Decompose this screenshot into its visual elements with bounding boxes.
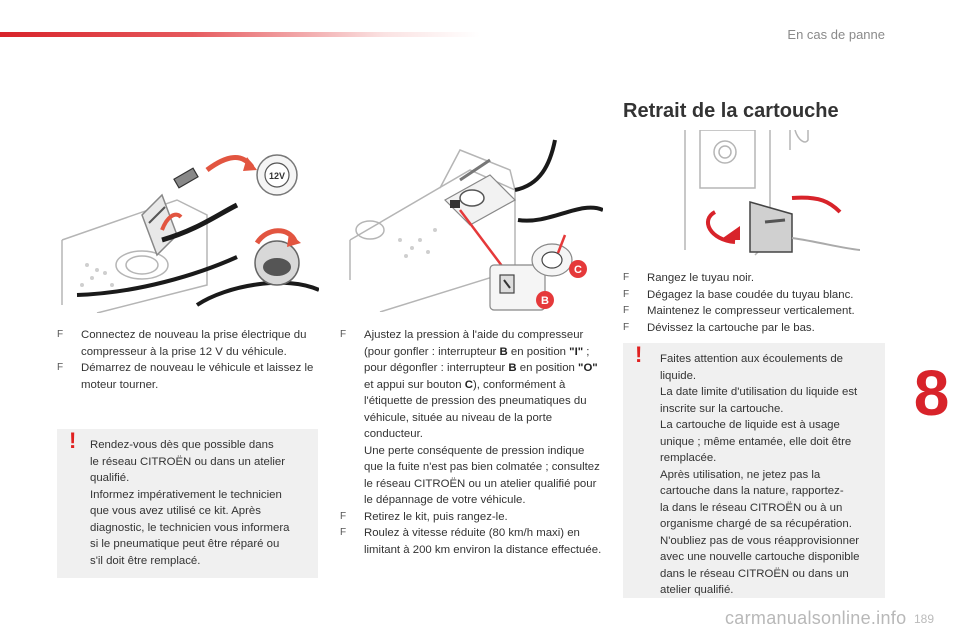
warning-box [57,429,318,578]
label-c: C [574,264,582,276]
compressor-switch-illustration [340,130,603,312]
watermark: carmanualsonline.info [725,608,907,628]
warning-icon: ! [635,342,643,367]
left-instructions [57,327,319,393]
bullet-marker: F [340,329,347,340]
list-item: F Retirez le kit, puis rangez-le. [340,509,604,526]
list-item: F Ajustez la pression à l'aide du compresseur (pour gonfler : interrupteur B en position "I" ; pour dégonfler : interrupteur B en position "O" et appui sur bouton C), conformément à l'étiquette de pression des pneumatiques du véhicule, située au niveau de la porte conducteur. Une perte conséquente de pression indique que la fuite n'est pas bien colmatée ; consultez le réseau CITROËN ou un atelier qualifié pour le dépannage de votre véhicule. [340,329,600,506]
bullet-marker: F [623,305,630,316]
bullet-marker: F [623,272,630,283]
warning-text: Faites attention aux écoulements de liquide. La date limite d'utilisation du liquide est inscrite sur la cartouche. La cartouche de liquide est à usage unique ; même entamée, elle doit être remplacée. Après utilisation, ne jetez pas la cartouche dans la nature, rapportez- la dans le réseau CITROËN ou à un organisme chargé de sa récupération. N'oubliez pas de vous réapprovisionner avec une nouvelle cartouche disponible dans le réseau CITROËN ou dans un atelier qualifié. [660,353,860,596]
header-accent-stripe [0,32,480,37]
list-item: F Dégagez la base coudée du tuyau blanc. [623,287,888,304]
right-instructions [623,270,888,336]
label-b: B [541,295,549,307]
chapter-number: 8 [913,357,950,429]
cartridge-removal-illustration [680,130,860,260]
list-item: F Roulez à vitesse réduite (80 km/h maxi) en limitant à 200 km environ la distance effectuée. [340,527,602,556]
list-item: F Dévissez la cartouche par le bas. [623,320,888,337]
bullet-marker: F [623,288,630,300]
middle-instructions [340,327,604,558]
list-item: F Connectez de nouveau la prise électrique du compresseur à la prise 12 V du véhicule. [57,329,307,358]
warning-text: Rendez-vous dès que possible dans le réseau CITROËN ou dans un atelier qualifié. Informez impérativement le technicien que vous avez utilisé ce kit. Après diagnostic, le technicien vous informera si le pneumatique peut être réparé ou s'il doit être remplacé. [90,439,290,567]
bullet-marker: F [57,329,64,340]
plug-12v-label: 12V [268,171,286,181]
section-header: En cas de panne [787,27,885,42]
bullet-marker: F [57,362,64,373]
list-item: F Démarrez de nouveau le véhicule et laissez le moteur tourner. [57,362,314,391]
list-item: F Rangez le tuyau noir. [623,270,888,287]
warning-box [623,343,885,598]
page-number: 189 [914,612,935,626]
list-item: F Maintenez le compresseur verticalement. [623,303,888,320]
warning-icon: ! [69,428,77,453]
bullet-marker: F [623,321,630,333]
bullet-marker: F [340,527,347,538]
compressor-plug-illustration [57,145,319,313]
section-title: Retrait de la cartouche [623,100,839,122]
bullet-marker: F [340,510,347,522]
